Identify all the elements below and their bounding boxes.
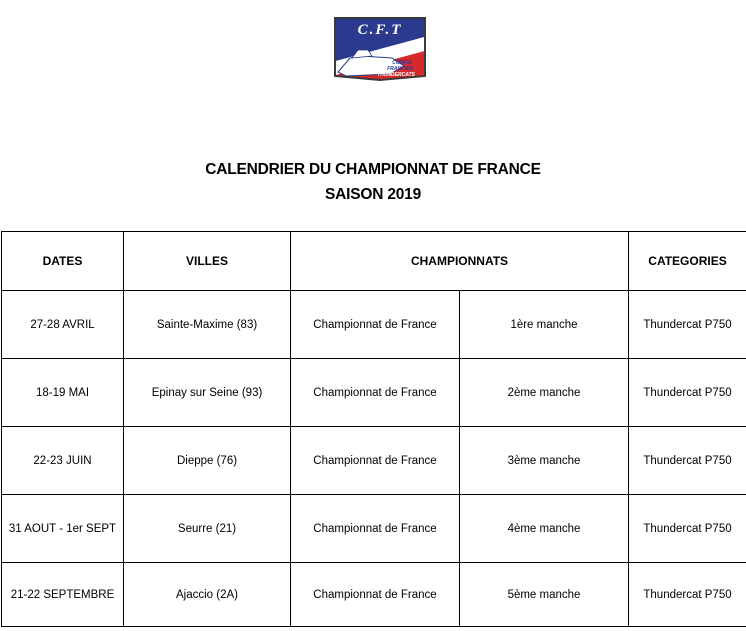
cell-manche: 4ème manche bbox=[460, 495, 629, 563]
cell-championnat: Championnat de France bbox=[291, 563, 460, 627]
cell-manche: 3ème manche bbox=[460, 427, 629, 495]
page-subtitle: SAISON 2019 bbox=[324, 186, 421, 203]
cell-categorie: Thundercat P750 bbox=[629, 291, 746, 359]
cell-championnat: Championnat de France bbox=[291, 291, 460, 359]
table-row bbox=[2, 427, 746, 495]
cft-logo-icon bbox=[332, 14, 428, 82]
header-categories: CATEGORIES bbox=[629, 232, 746, 291]
table-row bbox=[2, 291, 746, 359]
cell-ville: Dieppe (76) bbox=[124, 427, 291, 495]
header-championnats: CHAMPIONNATS bbox=[291, 232, 629, 291]
cell-ville: Ajaccio (2A) bbox=[124, 563, 291, 627]
cell-ville: Seurre (21) bbox=[124, 495, 291, 563]
cell-date: 21-22 SEPTEMBRE bbox=[2, 563, 124, 627]
cell-manche: 1ère manche bbox=[460, 291, 629, 359]
cell-date: 27-28 AVRIL bbox=[2, 291, 124, 359]
logo-subtitle-1: COMITE bbox=[392, 60, 412, 66]
table-header-row bbox=[2, 232, 746, 291]
cell-date: 22-23 JUIN bbox=[2, 427, 124, 495]
page-title: CALENDRIER DU CHAMPIONNAT DE FRANCE bbox=[205, 161, 541, 178]
cell-date: 31 AOUT - 1er SEPT bbox=[2, 495, 124, 563]
cell-championnat: Championnat de France bbox=[291, 359, 460, 427]
cell-categorie: Thundercat P750 bbox=[629, 359, 746, 427]
table-row bbox=[2, 359, 746, 427]
cell-categorie: Thundercat P750 bbox=[629, 495, 746, 563]
header-villes: VILLES bbox=[124, 232, 291, 291]
cell-categorie: Thundercat P750 bbox=[629, 563, 746, 627]
cell-ville: Epinay sur Seine (93) bbox=[124, 359, 291, 427]
calendar-table bbox=[1, 231, 746, 627]
cell-date: 18-19 MAI bbox=[2, 359, 124, 427]
logo-subtitle-2: FRANCAIS bbox=[387, 66, 413, 72]
logo-text: C.F.T bbox=[357, 22, 403, 38]
cell-manche: 2ème manche bbox=[460, 359, 629, 427]
cell-manche: 5ème manche bbox=[460, 563, 629, 627]
cell-championnat: Championnat de France bbox=[291, 427, 460, 495]
header-dates: DATES bbox=[2, 232, 124, 291]
cell-championnat: Championnat de France bbox=[291, 495, 460, 563]
cft-logo bbox=[332, 14, 428, 82]
table-row bbox=[2, 495, 746, 563]
cell-categorie: Thundercat P750 bbox=[629, 427, 746, 495]
table-row bbox=[2, 563, 746, 627]
cell-ville: Sainte-Maxime (83) bbox=[124, 291, 291, 359]
logo-subtitle-3: THUNDERCATS bbox=[377, 72, 415, 78]
